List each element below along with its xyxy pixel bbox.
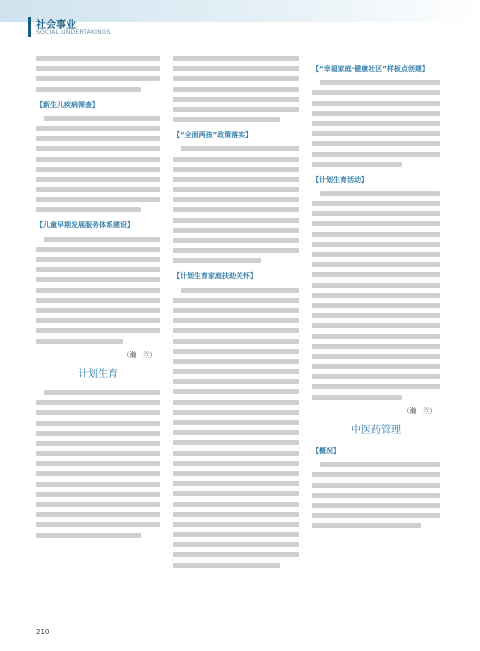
header-accent-bar <box>28 17 31 37</box>
page-number: 210 <box>36 628 50 636</box>
section-heading: 【计划生育活动】 <box>312 175 368 184</box>
paragraph <box>312 191 440 400</box>
paragraph <box>173 288 299 568</box>
paragraph <box>36 237 160 344</box>
section-title: 计划生育 <box>78 368 118 380</box>
section-title-en: SOCIAL UNDERTAKINGS <box>36 29 111 36</box>
column-1 <box>36 56 160 626</box>
section-heading: 【概况】 <box>312 447 340 456</box>
section-heading: 【“幸福家庭·健康社区”样板点创建】 <box>312 65 429 73</box>
section-heading: 【新生儿疾病筛查】 <box>36 100 99 109</box>
paragraph <box>173 56 299 122</box>
paragraph <box>312 462 440 528</box>
column-3 <box>312 56 440 626</box>
section-title-cn: 社会事业 <box>36 20 76 31</box>
paragraph <box>173 146 299 263</box>
paragraph <box>36 390 160 538</box>
paragraph <box>312 80 440 167</box>
paragraph <box>36 56 160 92</box>
author-credit: （瀚 兰） <box>403 406 436 415</box>
section-heading: 【“全面两孩”政策落实】 <box>173 131 253 140</box>
section-heading: 【儿童早期发展服务体系建设】 <box>36 221 134 230</box>
author-credit: （瀚 兰） <box>123 350 156 359</box>
paragraph <box>36 116 160 213</box>
page-header <box>0 0 480 44</box>
column-2 <box>173 56 299 626</box>
section-title: 中医药管理 <box>351 424 401 436</box>
section-heading: 【计划生育家庭扶助关怀】 <box>173 272 257 281</box>
